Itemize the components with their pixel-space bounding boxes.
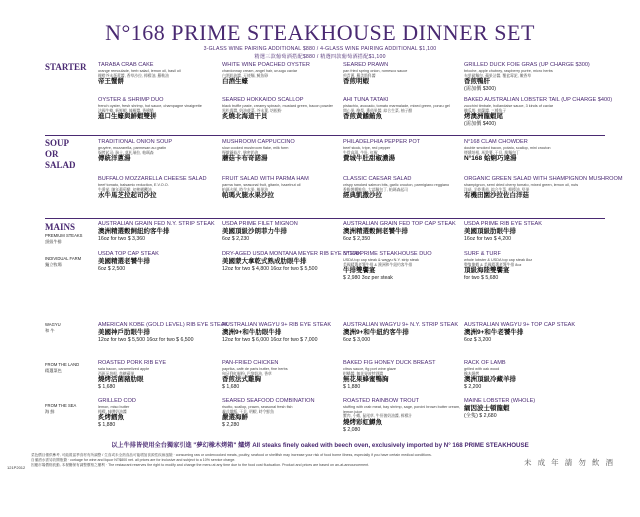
farm-item: [222, 251, 362, 273]
farm-item: [464, 251, 582, 282]
land-item: [464, 360, 582, 391]
dish-description: stuffing with crab meat, bay shrimp, sage, porcini brown butter cream, lemon juice 蟹肉, 小蝦, 鼠尾草, 牛肝菌奶油醬, 檸檬汁: [343, 405, 461, 419]
dish-price: 12oz for two $ 6,000 16oz for two $ 7,000: [222, 337, 318, 343]
sea-item: [222, 398, 340, 429]
soups-item: [464, 139, 582, 163]
starters-item: [343, 62, 461, 86]
dish-chinese-name: 緬因波士頓龍蝦: [464, 405, 510, 412]
dish-name: SURF & TURF: [464, 251, 501, 257]
dish-description: grilled with oak wood 橡木燒烤: [464, 367, 500, 376]
soups-item: [222, 176, 340, 200]
dish-price: $ 2,080: [343, 426, 361, 433]
dish-name: SEARED PRAWN: [343, 62, 389, 68]
section-soup-salad: SOUP OR SALAD: [45, 138, 76, 170]
soups-item: [222, 139, 340, 163]
dish-chinese-name: 傳統洋蔥湯: [98, 155, 131, 163]
dish-name: SEARED HOKKAIDO SCALLOP: [222, 97, 304, 103]
dish-chinese-name: 美國頂級肋眼牛排: [464, 228, 516, 235]
dish-name: AUSTRALIAN GRAIN FED N.Y. STRIP STEAK: [98, 221, 215, 227]
dish-description: citrus sauce, fig port wine glaze 柑橘醬, 無花果波特酒醬: [343, 367, 396, 376]
starters-item: [343, 97, 461, 121]
dish-chinese-name: 美國神戶肋眼牛排: [98, 329, 150, 336]
dish-name: MAINE LOBSTER (WHOLE): [464, 398, 536, 404]
dish-chinese-name: 燒烤彩虹鱒魚: [343, 418, 382, 426]
wagyu-item: [222, 322, 340, 344]
dish-price: 6oz $ 2,500: [98, 266, 126, 272]
soups-item: [98, 139, 216, 163]
soups-item: [464, 176, 623, 200]
dish-name: FRUIT SALAD WITH PARMA HAM: [222, 176, 309, 182]
dish-chinese-name: 牛排雙饗宴: [343, 267, 376, 275]
dish-description: paprika, café de paris butter, fine herbs 匈牙利紅椒粉, 巴黎奶油, 香草: [222, 367, 288, 376]
oven-banner: 以上牛排皆使用全台獨家引進 "夢幻橡木烤箱" 爐烤 All steaks finely oaked with beech oven, exclusively imported by N° 168 PRIME STEAKHOUSE: [111, 442, 529, 449]
dish-name: MUSHROOM CAPPUCCINO: [222, 139, 295, 145]
dish-chinese-name: 香煎黃鰭鮪魚: [343, 113, 382, 121]
dish-name: SEARED SEAFOOD COMBINATION: [222, 398, 315, 404]
dish-name: N°168 CLAM CHOWDER: [464, 139, 528, 145]
dish-description: crispy smoked salmon bits, garlic crouton, parmigiano reggiano 香脆煙燻鮭魚, 大蒜麵包丁, 帕瑪森起司: [343, 183, 450, 192]
dish-price: $ 1,680: [222, 384, 240, 391]
section-mains: MAINS: [45, 222, 76, 232]
dish-name: USDA PRIME RIB EYE STEAK: [464, 221, 543, 227]
dish-chinese-name: 炙燒北海道干貝: [222, 113, 268, 121]
dish-name: TARABA CRAB CAKE: [98, 62, 154, 68]
label-from-sea: FROM THE SEA 海 鮮: [45, 403, 77, 414]
dish-chinese-name: 澳洲9+和牛老饕牛排: [464, 329, 524, 336]
farm-item: [343, 251, 461, 282]
dish-name: TRADITIONAL ONION SOUP: [98, 139, 173, 145]
dish-name: AUSTRALIAN WAGYU 9+ TOP CAP STEAK: [464, 322, 576, 328]
dish-description: french oyster, fresh shrimp, hot sauce, champagne vinaigrette 法國生蠔, 新鮮蝦, 辣椒醬, 香檳醋: [98, 104, 202, 113]
dish-chinese-name: 美國精選老饕牛排: [98, 258, 150, 265]
dish-chinese-name: 澳洲精選穀飼紐約客牛排: [98, 228, 170, 235]
starters-item: [98, 97, 216, 121]
dish-name: DRY-AGED USDA MONTANA MEYER RIB EYE STEAK: [222, 251, 362, 257]
dish-chinese-name: 香煎法式雞胸: [222, 376, 261, 384]
dish-price: 12oz for two $ 5,500 16oz for two $ 6,500: [98, 337, 194, 343]
dish-price: 6oz $ 2,230: [222, 236, 250, 242]
dish-name: GRILLED DUCK FOIE GRAS (UP CHARGE $300): [464, 62, 590, 68]
menu-code: 121P2012: [7, 465, 26, 470]
dish-price: (全隻) $ 2,680: [464, 413, 497, 419]
dish-chinese-name: N°168 蛤蜊巧達湯: [464, 155, 517, 163]
dish-chinese-name: 進口生蠔與鮮蝦雙拼: [98, 113, 157, 121]
dish-description: risotto, scallop, prawn, seasonal fresh fish 義式燉飯, 干貝, 明蝦, 時令鮮魚: [222, 405, 293, 414]
dish-chinese-name: 有機田園沙拉佐白洋菇: [464, 192, 529, 200]
dish-description: whole lobster & USDA top cap steak 8oz 整隻龍蝦 & 美國精選老饕牛排 8oz: [464, 258, 533, 267]
sea-item: [98, 398, 216, 429]
dish-name: USDA TOP CAP STEAK: [98, 251, 159, 257]
dish-name: WHITE WINE POACHED OYSTER: [222, 62, 310, 68]
dish-chinese-name: 水牛馬芝拉起司沙拉: [98, 192, 157, 200]
note-raw-food: 菜色價目僅供參考, 可能視當季食材有所調整 / 生食或未全熟食品可能增加食源性疾病風險 · consuming raw or undercooked meats, poultry, seafood or shellfish may increase your risk of food borne illness, especially if you have certain medical conditions.: [31, 453, 432, 457]
dish-description: shampignon, semi dried cherry tomato, mixed green, lemon oil, nuts 洋菇, 半乾番茄, 綜合生菜, 檸檬油, 堅果: [464, 183, 579, 192]
dish-name: AHI TUNA TATAKI: [343, 97, 389, 103]
dish-chinese-name: 香煎明蝦: [343, 78, 369, 86]
dish-chinese-name: 經典凱撒沙拉: [343, 192, 382, 200]
dish-price: 6oz $ 3,200: [464, 337, 492, 343]
dish-price: 6oz $ 3,000: [343, 337, 371, 343]
dish-name: GRILLED COD: [98, 398, 136, 404]
dish-description: brioche, apple chutney, raspberry purée, micro herbs 布里歐麵包, 蘋果沾醬, 覆盆莓泥, 嫩香草: [464, 69, 553, 78]
starters-item: [464, 62, 590, 93]
starters-item: [98, 62, 216, 86]
soups-item: [98, 176, 216, 200]
wagyu-item: [343, 322, 461, 344]
dish-price: (需加價 $300): [464, 86, 496, 93]
dish-chinese-name: 頂級海陸雙饗宴: [464, 267, 510, 275]
dish-description: beef stock, tripe, red pepper 牛骨高湯, 牛肚, 紅椒: [343, 146, 391, 155]
soups-item: [343, 139, 461, 163]
starters-item: [464, 97, 613, 128]
dish-chinese-name: 白酒生蠔: [222, 78, 248, 86]
wagyu-item: [98, 322, 229, 344]
note-corkage: 自備酒水需另收開瓶費 · corkage for wine and liquor NT$800 net. all prices are for inclusive and subject to a 10% service charge.: [31, 458, 236, 462]
dish-chinese-name: 澳洲精選穀飼老饕牛排: [343, 228, 408, 235]
dish-name: AUSTRALIAN GRAIN FED TOP CAP STEAK: [343, 221, 456, 227]
wine-pairing-zh: 精選三款葡萄酒搭配$880 / 精選四款葡萄酒搭配$1,100: [254, 54, 386, 60]
dish-chinese-name: 帕瑪火腿水果沙拉: [222, 192, 274, 200]
sea-item: [464, 398, 582, 420]
divider-starter: [45, 135, 605, 136]
soups-item: [343, 176, 461, 200]
dish-name: N°168 PRIME STEAKHOUSE DUO: [343, 251, 432, 257]
dish-name: ROASTED PORK RIB EYE: [98, 360, 167, 366]
label-individual-farm: INDIVIDUAL FARM 獨立牧場: [45, 256, 82, 267]
dish-description: slow cooked mushroom flake, milk form 慢燉蘑菇片, 綿密奶泡: [222, 146, 289, 155]
dish-name: PHILADELPHIA PEPPER POT: [343, 139, 421, 145]
dish-description: beef tomato, balsamic reduction, E.V.O.O. 牛番茄, 陳年葡萄醋, 初榨橄欖油: [98, 183, 169, 192]
dish-chinese-name: 澳洲9+和牛肋眼牛排: [222, 329, 282, 336]
dish-chinese-name: 無花果蜂蜜鴨胸: [343, 376, 389, 384]
wine-pairing-en: 3-GLASS WINE PAIRING ADDITIONAL $880 / 4-GLASS WINE PAIRING ADDITIONAL $1,100: [203, 46, 437, 52]
label-premium-steaks: PREMIUM STEAKS 頂級牛排: [45, 233, 83, 244]
dish-chinese-name: 美國蒙大拿乾式熟成肋眼牛排: [222, 258, 307, 265]
dish-chinese-name: 美國頂級沙朗菲力牛排: [222, 228, 287, 235]
dish-description: pistachio, avocado, tomato marmalade, mixed green, ponzu gel 開心果, 酪梨, 番茄果醬, 綜合生菜, 柚子醋: [343, 104, 450, 113]
sea-item: [343, 398, 461, 434]
label-from-land: FROM THE LAND 精選菜色: [45, 362, 80, 373]
dish-price: 16oz for two $ 3,360: [98, 236, 146, 242]
dish-price: (需加價 $400): [464, 121, 496, 128]
land-item: [343, 360, 461, 391]
dish-price: $ 1,880: [98, 422, 116, 429]
divider-soup: [45, 218, 605, 219]
dish-description: sala bacon, caramelized apple 西班牙培根, 焦糖蘋果: [98, 367, 150, 376]
dish-name: BAKED FIG HONEY DUCK BREAST: [343, 360, 436, 366]
dish-name: AUSTRALIAN WAGYU 9+ RIB EYE STEAK: [222, 322, 332, 328]
dish-chinese-name: 香煎鴨肝: [464, 78, 490, 86]
dish-name: AUSTRALIAN WAGYU 9+ N.Y. STRIP STEAK: [343, 322, 459, 328]
dish-chinese-name: 澳洲頂級冷藏羊排: [464, 376, 516, 384]
dish-chinese-name: 帝王蟹餅: [98, 78, 124, 86]
dish-name: PAN-FRIED CHICKEN: [222, 360, 279, 366]
farm-item: [98, 251, 216, 273]
dish-chinese-name: 燒烤活菌豬肋眼: [98, 376, 144, 384]
dish-description: chardonnay cream, angel hair, uruugu caviar 白酒奶油醬, 天使麵, 鱘魚卵: [222, 69, 298, 78]
dish-price: $ 2,980 3oz per steak: [343, 275, 393, 282]
premium-item: [464, 221, 582, 243]
dish-name: BAKED AUSTRALIAN LOBSTER TAIL (UP CHARGE $400): [464, 97, 613, 103]
dish-name: USDA PRIME FILET MIGNON: [222, 221, 298, 227]
dish-description: black truffle paste, creamy spinach, mustard green, bacon powder 黑松露醬, 奶油菠菜, 芥末葉, 培根粉: [222, 104, 333, 113]
dish-description: double smoked bacon, potato, scallop, mini crouton 煙燻培根, 馬鈴薯, 干貝, 脆麵包丁: [464, 146, 551, 155]
starters-item: [222, 97, 340, 121]
dish-name: ORGANIC GREEN SALAD WITH SHAMPIGNON MUSHROOM: [464, 176, 623, 182]
dish-price: $ 1,880: [343, 384, 361, 391]
dish-description: parma ham, seasonal fruit, gitanin, hazelnut oil 帕瑪火腿, 時令水果, 榛果油: [222, 183, 301, 192]
section-starter: STARTER: [45, 62, 87, 72]
land-item: [98, 360, 216, 391]
dish-price: 16oz for two $ 4,200: [464, 236, 512, 242]
dish-name: BUFFALO MOZZARELLA CHEESE SALAD: [98, 176, 207, 182]
dish-name: AMERICAN KOBE (GOLD LEVEL) RIB EYE STEAK: [98, 322, 229, 328]
footer-notes: [31, 453, 511, 468]
dish-name: CLASSIC CAESAR SALAD: [343, 176, 412, 182]
dish-description: USDA top cap steak & wagyu N.Y. strip steak 美國精選老饕牛排 & 澳洲和牛紐約客牛排: [343, 258, 419, 267]
dish-chinese-name: 烤澳洲龍蝦尾: [464, 113, 503, 121]
land-item: [222, 360, 340, 391]
dish-description: lemon, miso butter 檸檬, 味噌奶油醬: [98, 405, 130, 414]
label-wagyu: WAGYU 和 牛: [45, 322, 61, 333]
starters-item: [222, 62, 340, 86]
dish-name: ROASTED RAINBOW TROUT: [343, 398, 420, 404]
dish-description: orange remoulade, herb salad, lemon oil, basil oil 柳橙芥末蛋黃醬, 香草沙拉, 檸檬油, 羅勒油: [98, 69, 181, 78]
dish-price: $ 1,680: [98, 384, 116, 391]
premium-item: [222, 221, 340, 243]
dish-chinese-name: 蘑菇卡布奇諾湯: [222, 155, 268, 163]
premium-item: [98, 221, 216, 243]
underage-warning: 未 成 年 請 勿 飲 酒: [523, 458, 615, 467]
dish-chinese-name: 費城牛肚甜椒濃湯: [343, 155, 395, 163]
dish-description: pan fried spring onion, romesco sauce 煎青蔥, 羅美斯科醬: [343, 69, 408, 78]
note-price-change: 因應市場價格波動, 本餐廳保有調整價格之權利 · The restaurant reserves the right to modify and change the menu at any time due to the food cost fluctuation. Product and prices are based on an-at-announcement.: [31, 463, 370, 467]
dish-description: gruyère, mozzarella, parmesan au gratin 焗烤起司: 瑞士, 莫札瑞拉, 帕瑪森: [98, 146, 167, 155]
dish-price: 6oz $ 2,350: [343, 236, 371, 242]
dish-chinese-name: 嚴選海鮮: [222, 414, 248, 422]
dish-price: for two $ 5,680: [464, 275, 499, 282]
dish-price: 12oz for two $ 4,800 16oz for two $ 5,500: [222, 266, 318, 272]
dish-name: OYSTER & SHRIMP DUO: [98, 97, 164, 103]
premium-item: [343, 221, 461, 243]
dish-name: RACK OF LAMB: [464, 360, 506, 366]
dish-price: $ 2,200: [464, 384, 482, 391]
dish-price: $ 2,280: [222, 422, 240, 429]
menu-title: N°168 PRIME STEAKHOUSE DINNER SET: [105, 20, 535, 45]
wagyu-item: [464, 322, 582, 344]
dish-chinese-name: 澳洲9+和牛紐約客牛排: [343, 329, 409, 336]
dish-chinese-name: 炙烤鱈魚: [98, 414, 124, 422]
dish-description: zucchini timbale, hollandaise sauce, 3 kinds of caviar 櫛瓜塔, 荷蘭醬, 三種魚子: [464, 104, 554, 113]
